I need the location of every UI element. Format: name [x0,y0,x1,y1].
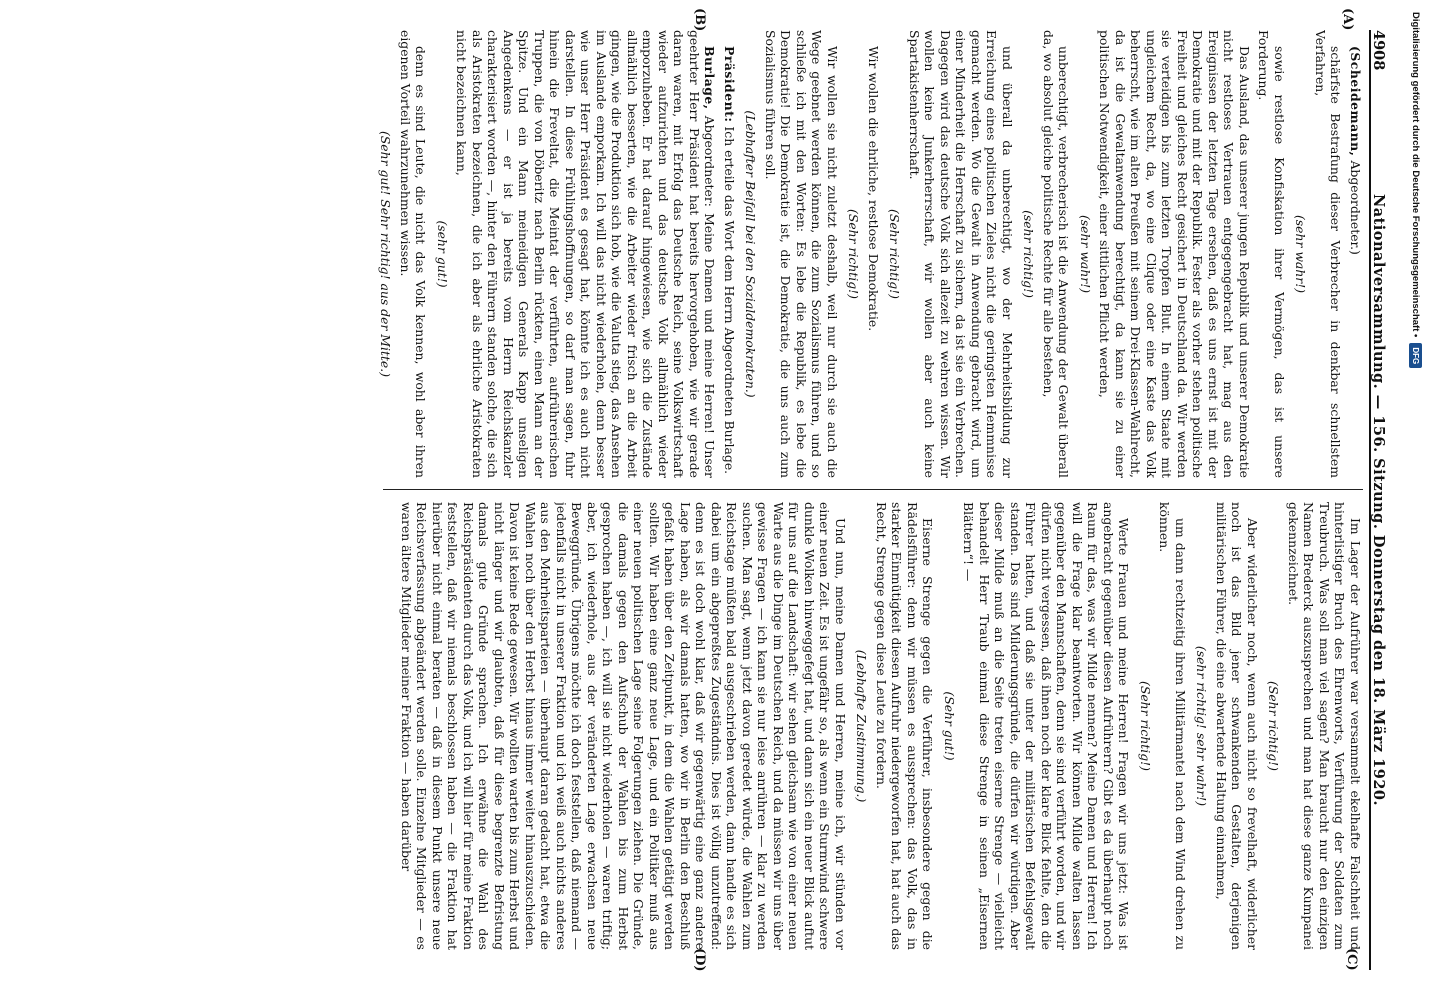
interjection: (sehr richtig! sehr wahr!) [1194,645,1210,807]
interjection: (Lebhafter Beifall bei den Sozialdemokraten.) [743,110,759,398]
speaker-paragraph [454,30,718,478]
body-paragraph: schärfste Bestrafung dieser Verbrecher in denkbar schnellstem Verfahren, [1313,30,1344,478]
body-paragraph: Werte Frauen und meine Herren! Fragen wir uns jetzt: Was ist angebracht gegenüber diesen Aufrührern? Gibt es da überhaupt noch Raum für das, was wir Milde nennen? Meine Damen und Herren! Ich will die Frage klar beantworten. Wir können Milde walten lassen gegenüber den Mannschaften, denn sie sind verführt worden, und wir dürfen nicht vergessen, daß ihnen noch der klare Blick fehlte, den die Führer hatten, und daß sie unter der militärischen Befehlsgewalt standen. Das sind Milderungsgründe, die dürfen wir würdigen. Aber dieser Milde muß an die Seite treten eiserne Strenge — vielleicht behandelt Herr Traub einmal diese Strenge in seinen „Eisernen Blättern“! — [961,502,1132,950]
digitization-note [1404,12,1428,988]
body-paragraph: Das Ausland, das unserer jungen Republik und unserer Demokratie nicht restloses Vertrauen entgegengebracht hat, mag aus den Ereignissen der letzten Tage ersehen, daß es uns ernst ist mit der Demokratie und mit der Republik. Fester als vorher stehen politische Freiheit und gleiches Recht gesichert in Deutschland da. Wir werden sie verteidigen bis zum letzten Tropfen Blut. In einem Staate mit ungleichem Recht, da, wo eine Clique oder eine Kaste das Volk beherrscht, wie im alten Preußen mit seinem Drei-Klassen-Wahlrecht, da ist die Gewaltanwendung berechtigt, da kann sie zu einer politischen Notwendigkeit, einer sittlichen Pflicht werden, [1097,30,1252,478]
dfg-logo: DFG [1410,343,1423,368]
page-title: Nationalversammlung. — 156. Sitzung. Donnerstag den 18. März 1920. [1370,193,1388,807]
right-column [63,502,1363,950]
interjection: (Lebhafte Zustimmung.) [854,649,870,803]
page-number: 4908 [1370,30,1388,71]
interjection: (Sehr richtig!) [887,209,903,299]
column-divider [383,489,1363,490]
body-paragraph: Und nun, meine Damen und Herren, meine ich, wir stünden vor einer neuen Zeit. Es ist ungefähr so, als wenn ein Sturmwind schwere dunkle Wolken hinweggefegt hat, und dann sich ein neuer Blick auftut für uns auf die Landschaft: wir sehen gleichsam wie von einer neuen Warte aus die Dinge im Deutschen Reich, und da müssen wir uns über gewisse Fragen — ich kann sie nur leise anrühren — klar zu werden suchen. Man sagt, wenn jetzt davon geredet würde, die Wahlen zum Reichstage müßten bald ausgeschrieben werden, dann handle es sich dabei um ein abgepreßtes Zugeständnis. Dies ist völlig unzutreffend: denn es ist doch wohl klar, daß wir gegenwärtig eine ganz andere Lage haben, als wir damals hatten, wo wir in Berlin den Beschluß gefaßt haben über den Zeitpunkt, in dem die Wahlen getätigt werden sollten. Wir haben eine ganz neue Lage, und ein Politiker muß aus einer neuen politischen Lage seine Folgerungen ziehen. Die Gründe, die damals gegen den Aufschub der Wahlen bis zum Herbst gesprochen haben —, ich will sie nicht wiederholen — waren triftig; aber, ich wiederhole, aus der veränderten Lage erwachsen neue Beweggründe. Übrigens möchte ich doch feststellen, daß niemand — jedenfalls nicht in unserer Fraktion und ich weiß auch nichts anderes aus den Mehrheitsparteien — überhaupt daran gedacht hat, etwa die Wahlen noch über den Herbst hinaus immer weiter hinauszuschieden. Davon ist keine Rede gewesen. Wir wollten warten bis zum Herbst und nicht länger und wir glaubten, daß für diese begrenzte Befristung damals gute Gründe sprachen. Ich erwähne die Wahl des Reichspräsidenten durch das Volk, und ich will hier für meine Fraktion feststellen, daß wir niemals beschlossen haben — die Fraktion hat hierüber nicht einmal beraten — daß in diesem Punkt unsere neue Reichsverfassung abgeändert werden solle. Einzelne Mitglieder — es waren ältere Mitglieder meiner Fraktion — haben darüber [399,502,848,950]
interjection: (Sehr richtig!) [846,209,862,299]
left-column [63,30,1363,478]
body-paragraph: Wir wollen die ehrliche, restlose Demokratie. [866,46,881,332]
margin-letter-c: (C) [1344,948,1359,971]
body-paragraph: um dann rechtzeitig ihren Militärmantel nach dem Wind drehen zu können. [1157,502,1188,950]
speaker-name: (Scheidemann, [1348,46,1363,157]
speaker-paragraph [722,30,738,478]
interjection: (sehr gut!) [435,220,450,288]
body-paragraph: Aber widerlicher noch, wenn auch nicht so frevelhaft, widerlicher noch ist das Bild jener schwankenden Gestalten, derjenigen militärischen Führer, die eine abwartende Haltung einnahmen, [1214,502,1260,950]
digitization-text: Digitalisierung gefördert durch die Deutsche Forschungsgemeinschaft • [1410,12,1422,338]
interjection: (Sehr richtig!) [1138,681,1153,771]
speaker-name: Präsident: [722,46,737,123]
speaker-text: Abgeordneter.) [1348,160,1363,255]
body-paragraph: sowie restlose Konfiskation ihrer Vermögen, das ist unsere Forderung. [1256,30,1287,478]
margin-letter-d: (D) [692,948,707,972]
interjection: (Sehr richtig!) [1266,681,1282,771]
body-paragraph: Wir wollen sie nicht zuletzt deshalb, weil nur durch sie auch die Wege geebnet werden können, die zum Sozialismus führen, und so schließe ich mit den Worten: Es lebe die Republik, es lebe die Demokratie! Die Demokratie ist, die Demokratie, die uns auch zum Sozialismus führen soll. [763,30,840,478]
body-paragraph: und überall da unberechtigt, wo der Mehrheitsbildung zur Erreichung eines politischen Zieles nicht die geringsten Hemmnisse gemacht werden. Wo die Gewalt in Anwendung gebracht wird, um einer Minderheit die Herrschaft zu sichern, da ist sie ein Verbrechen. Dagegen wird das deutsche Volk sich allezeit zu wehren wissen. Wir wollen keine Junkerherrschaft, wir wollen aber auch keine Spartakistenherrschaft. [907,30,1015,478]
speaker-paragraph [1348,30,1364,478]
margin-letter-a: (A) [1340,8,1355,31]
interjection: (sehr wahr!) [1078,214,1093,294]
speaker-name: Burlage, [702,46,718,110]
page-header [1369,30,1397,970]
speaker-text: Ich erteile das Wort dem Herrn Abgeordneten Burlage. [722,126,737,475]
interjection: (Sehr gut! Sehr richtig! aus der Mitte.) [378,130,394,378]
interjection: (Sehr gut!) [942,691,957,761]
body-paragraph: Im Lager der Aufrührer war versammelt ekelhafte Falschheit und hinterlistiger Bruch des Ehrenworts, Verführung der Soldaten zum Treubruch. Was soll man viel sagen? Man braucht nur den einzigen Namen Brederck auszusprechen und man hat diese ganze Kumpanei gekennzeichnet. [1286,502,1363,950]
interjection: (sehr wahr!) [1293,214,1309,294]
speaker-text: Abgeordneter: Meine Damen und meine Herren! Unser geehrter Herr Präsident hat bereits hervorgehoben, wie wir gerade daran waren, mit Erfolg das Deutsche Reich, seine Volkswirtschaft wieder aufzurichten und das deutsche Volk allmählich wieder emporzuheben. Er hat darauf hingewiesen, wie sich die Zustände allmählich besserten, wie die Arbeiter wieder frisch an die Arbeit gingen, wie die Produktion sich hob, wie die Valuta stieg, das Ansehen im Auslande emporkam. Ich will das nicht wiederholen, denn besser wie unser Herr Präsident es gesagt hat, könnte ich es auch nicht darstellen. In diese Frühlingshoffnungen, so darf man sagen, fuhr hinein die Freveltat, die Meintat der verführten, aufrührerischen Truppen, die von Döberitz nach Berlin rückten, einen Mann an der Spitze. Und ein Mann meineidigen Generals Kapp unseligen Angedenkens — er ist ja bereits vom Herrn Reichskanzler charakterisiert worden —, hinter den Führern standen solche, die sich als Aristokraten bezeichnen, die ich aber als ehrliche Aristokraten nicht bezeichnen kann, [454,30,718,478]
body-paragraph: denn es sind Leute, die nicht das Volk kennen, wohl aber ihren eigenen Vorteil wahrzunehmen wissen. [398,30,429,478]
body-paragraph: Eiserne Strenge gegen die Verführer, insbesondere gegen die Rädelsführer: denn wir müssen es aussprechen: das Volk, das in starker Einmütigkeit diesen Aufruhr niedergeworfen hat, hat auch das Recht, Strenge gegen diese Leute zu fordern. [874,502,936,950]
rotated-page [37,8,1397,972]
interjection: (sehr richtig!) [1021,210,1037,298]
margin-letter-b: (B) [692,8,707,32]
body-paragraph: unberechtigt, verbrecherisch ist die Anwendung der Gewalt überall da, wo absolut gleiche politische Rechte für alle bestehen, [1041,30,1072,478]
